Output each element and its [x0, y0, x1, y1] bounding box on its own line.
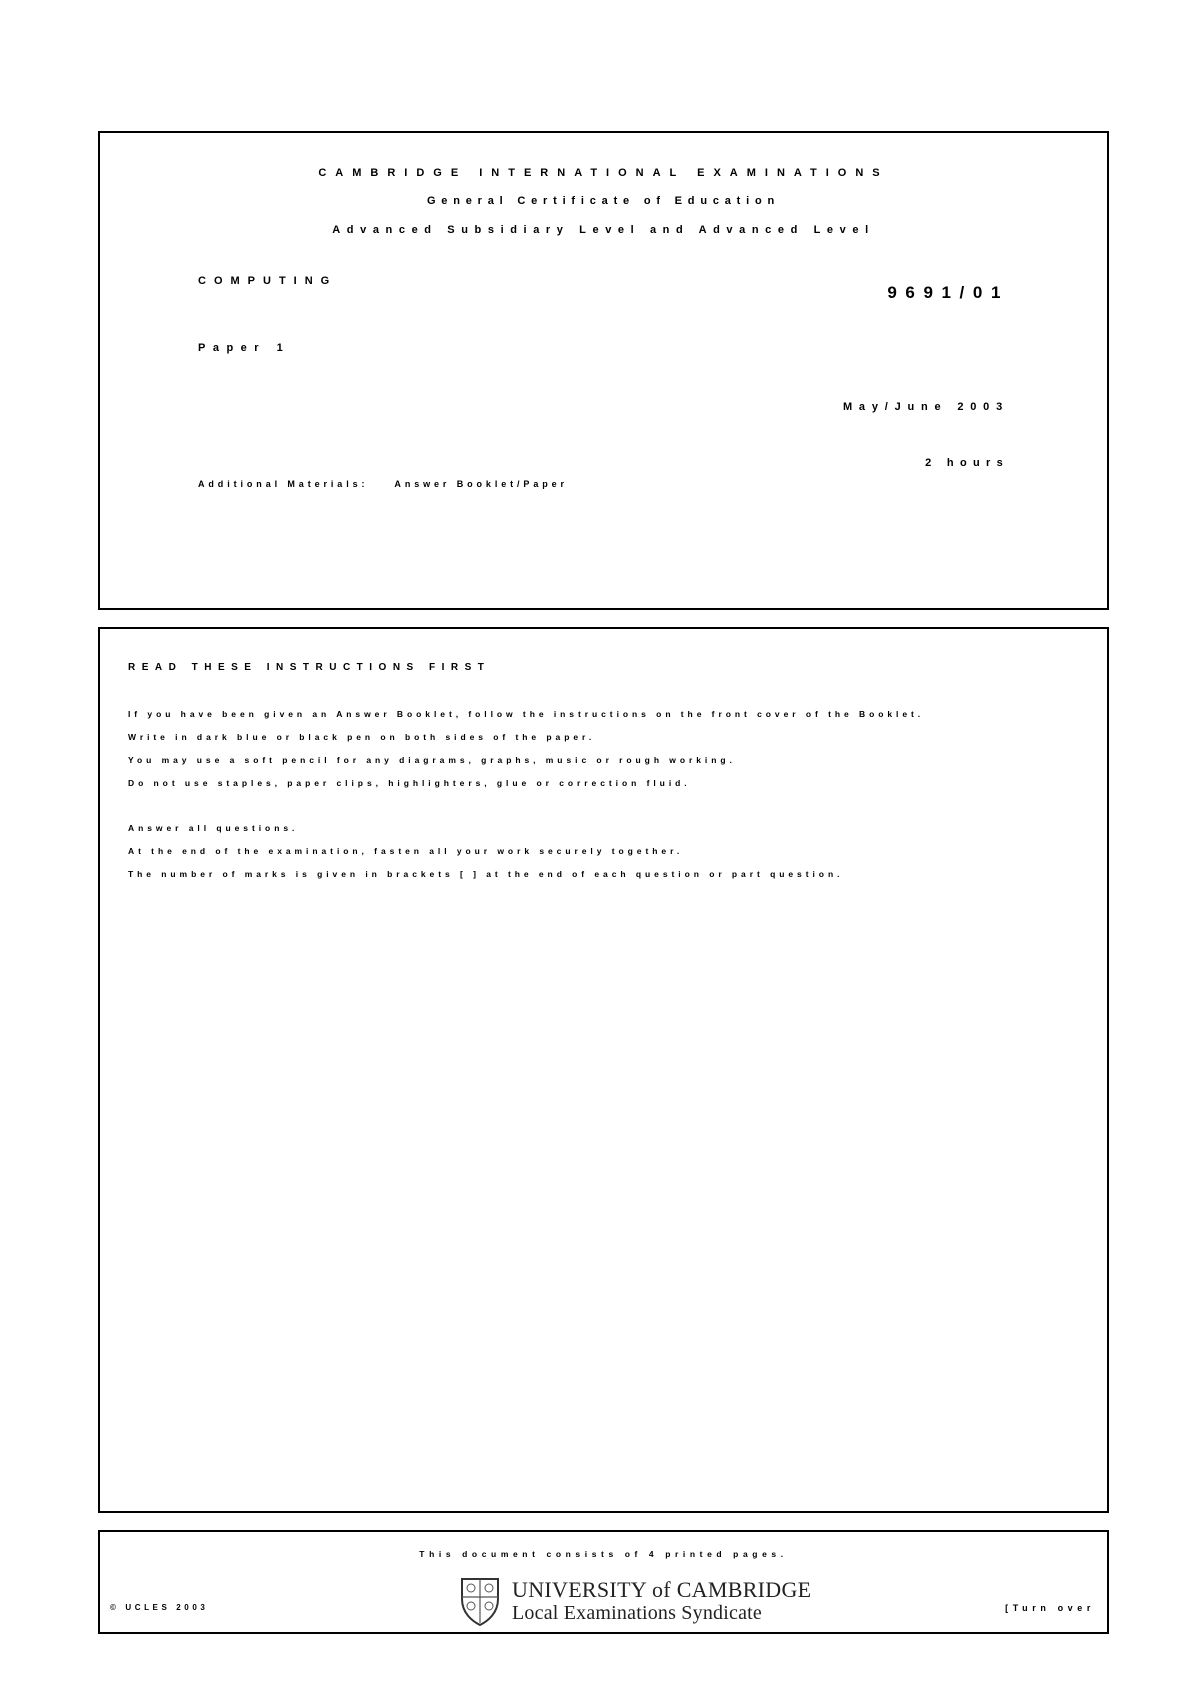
qualification-title: General Certificate of Education — [426, 195, 781, 207]
logo-syndicate-name: Local Examinations Syndicate — [512, 1602, 762, 1624]
instructions-box — [98, 627, 1109, 1513]
exam-session: May/June 2003 — [842, 401, 1009, 413]
exam-board-title: CAMBRIDGE INTERNATIONAL EXAMINATIONS — [318, 167, 889, 179]
instruction-line: Write in dark blue or black pen on both sides of the paper. — [128, 732, 596, 742]
instruction-line: Do not use staples, paper clips, highlighters, glue or correction fluid. — [128, 778, 691, 788]
logo-university-name: UNIVERSITY of CAMBRIDGE — [512, 1577, 812, 1602]
materials-label: Additional Materials: — [198, 479, 369, 489]
additional-materials — [198, 479, 568, 489]
level-title: Advanced Subsidiary Level and Advanced Level — [332, 224, 875, 236]
exam-duration: 2 hours — [925, 457, 1009, 469]
syllabus-code: 9691/01 — [887, 283, 1009, 302]
instruction-line: You may use a soft pencil for any diagrams, graphs, music or rough working. — [128, 755, 736, 765]
instruction-line: At the end of the examination, fasten all your work securely together. — [128, 846, 684, 856]
instruction-line: Answer all questions. — [128, 823, 299, 833]
cover-header-box — [98, 131, 1109, 610]
copyright-notice: © UCLES 2003 — [110, 1603, 209, 1612]
footer-box — [98, 1530, 1109, 1634]
instructions-heading: READ THESE INSTRUCTIONS FIRST — [128, 662, 491, 673]
instruction-line: If you have been given an Answer Booklet, follow the instructions on the front cover of the Booklet. — [128, 709, 925, 719]
page-count-note: This document consists of 4 printed pages. — [419, 1549, 788, 1559]
cambridge-logo — [458, 1575, 812, 1631]
instruction-line: The number of marks is given in brackets [ ] at the end of each question or part question. — [128, 869, 844, 879]
materials-value: Answer Booklet/Paper — [394, 479, 568, 489]
paper-number: Paper 1 — [198, 342, 291, 354]
crest-icon — [458, 1575, 502, 1627]
subject-name: COMPUTING — [198, 275, 338, 287]
turn-over-note: [Turn over — [1005, 1603, 1095, 1613]
